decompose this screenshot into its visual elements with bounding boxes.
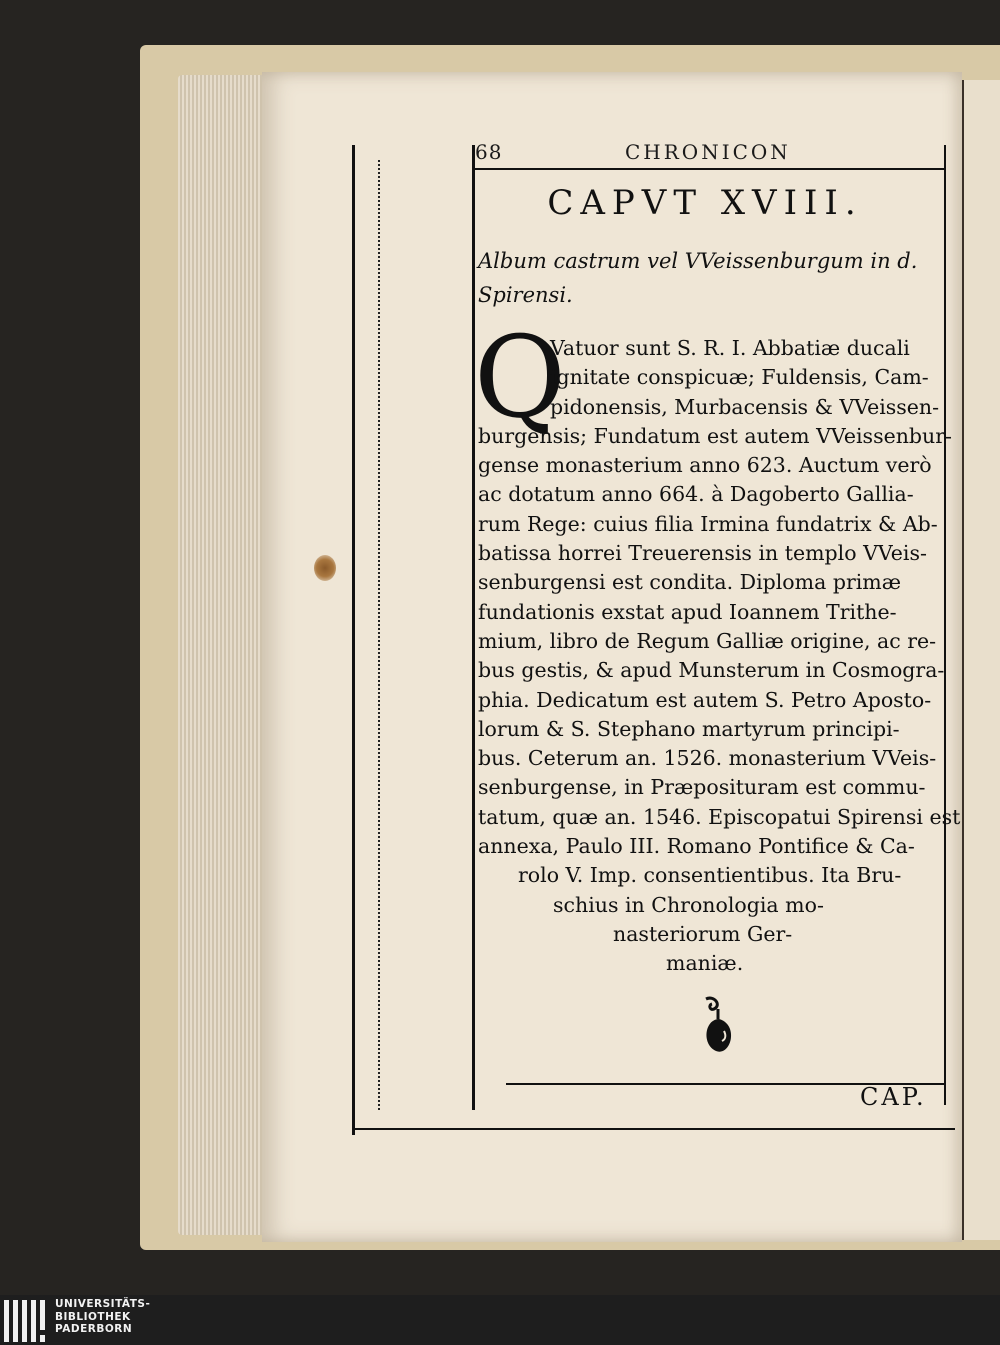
library-name-line: PADERBORN	[55, 1323, 133, 1335]
text-line: tatum, quæ an. 1546. Episcopatui Spirensi est	[478, 804, 961, 829]
running-head: CHRONICON	[625, 140, 791, 164]
library-name-line: UNIVERSITÄTS-	[55, 1298, 151, 1310]
text-line: pidonensis, Murbacensis & VVeissen-	[550, 394, 940, 419]
catchword: CAP.	[860, 1083, 927, 1111]
library-name-line: BIBLIOTHEK	[55, 1310, 131, 1323]
text-line: bus. Ceterum an. 1526. monasterium VVeis-	[478, 746, 937, 771]
text-line: ac dotatum anno 664. à Dagoberto Gallia-	[478, 482, 914, 507]
fleuron-ornament-icon	[700, 995, 736, 1057]
page-number: 68	[475, 140, 503, 164]
text-line: rum Rege: cuius filia Irmina fundatrix & Ab-	[478, 511, 938, 536]
text-line: phia. Dedicatum est autem S. Petro Aposto-	[478, 687, 932, 712]
drop-cap: Q	[474, 313, 566, 443]
text-line: ignitate conspicuæ; Fuldensis, Cam-	[550, 365, 929, 390]
text-line: schius in Chronologia mo-	[553, 892, 824, 917]
paper-stain	[314, 555, 336, 581]
library-logo-icon	[4, 1300, 48, 1342]
text-line: lorum & S. Stephano martyrum principi-	[478, 716, 900, 741]
text-line: gense monasterium anno 623. Auctum verò	[478, 453, 932, 478]
text-line: fundationis exstat apud Ioannem Trithe-	[478, 599, 897, 624]
text-line: annexa, Paulo III. Romano Pontifice & Ca-	[478, 834, 915, 859]
page-edges	[178, 75, 270, 1235]
text-line: batissa horrei Treuerensis in templo VVeis-	[478, 541, 927, 566]
next-page-edge	[962, 80, 1000, 1240]
bottom-rule	[355, 1128, 955, 1130]
text-line: rolo V. Imp. consentientibus. Ita Bru-	[518, 863, 902, 888]
chapter-title: CAPVT XVIII.	[547, 183, 863, 223]
header-rule	[472, 168, 946, 170]
text-line: senburgense, in Præposituram est commu-	[478, 775, 926, 800]
text-line: burgensis; Fundatum est autem VVeissenbur-	[478, 423, 952, 448]
dotted-rule	[378, 160, 380, 1110]
text-line: bus gestis, & apud Munsterum in Cosmogra-	[478, 658, 945, 683]
body-text	[478, 334, 961, 979]
text-line: nasteriorum Ger-	[613, 921, 793, 946]
inner-left-rule	[472, 145, 475, 1110]
text-line: Vatuor sunt S. R. I. Abbatiæ ducali	[550, 336, 910, 360]
text-line: maniæ.	[666, 951, 744, 976]
text-line: senburgensi est condita. Diploma primæ	[478, 570, 902, 595]
chapter-subtitle: Album castrum vel VVeissenburgum in d. Spirensi.	[478, 249, 918, 307]
library-name	[55, 1298, 150, 1336]
outer-left-rule	[352, 145, 355, 1135]
text-line: mium, libro de Regum Galliæ origine, ac re-	[478, 628, 937, 653]
